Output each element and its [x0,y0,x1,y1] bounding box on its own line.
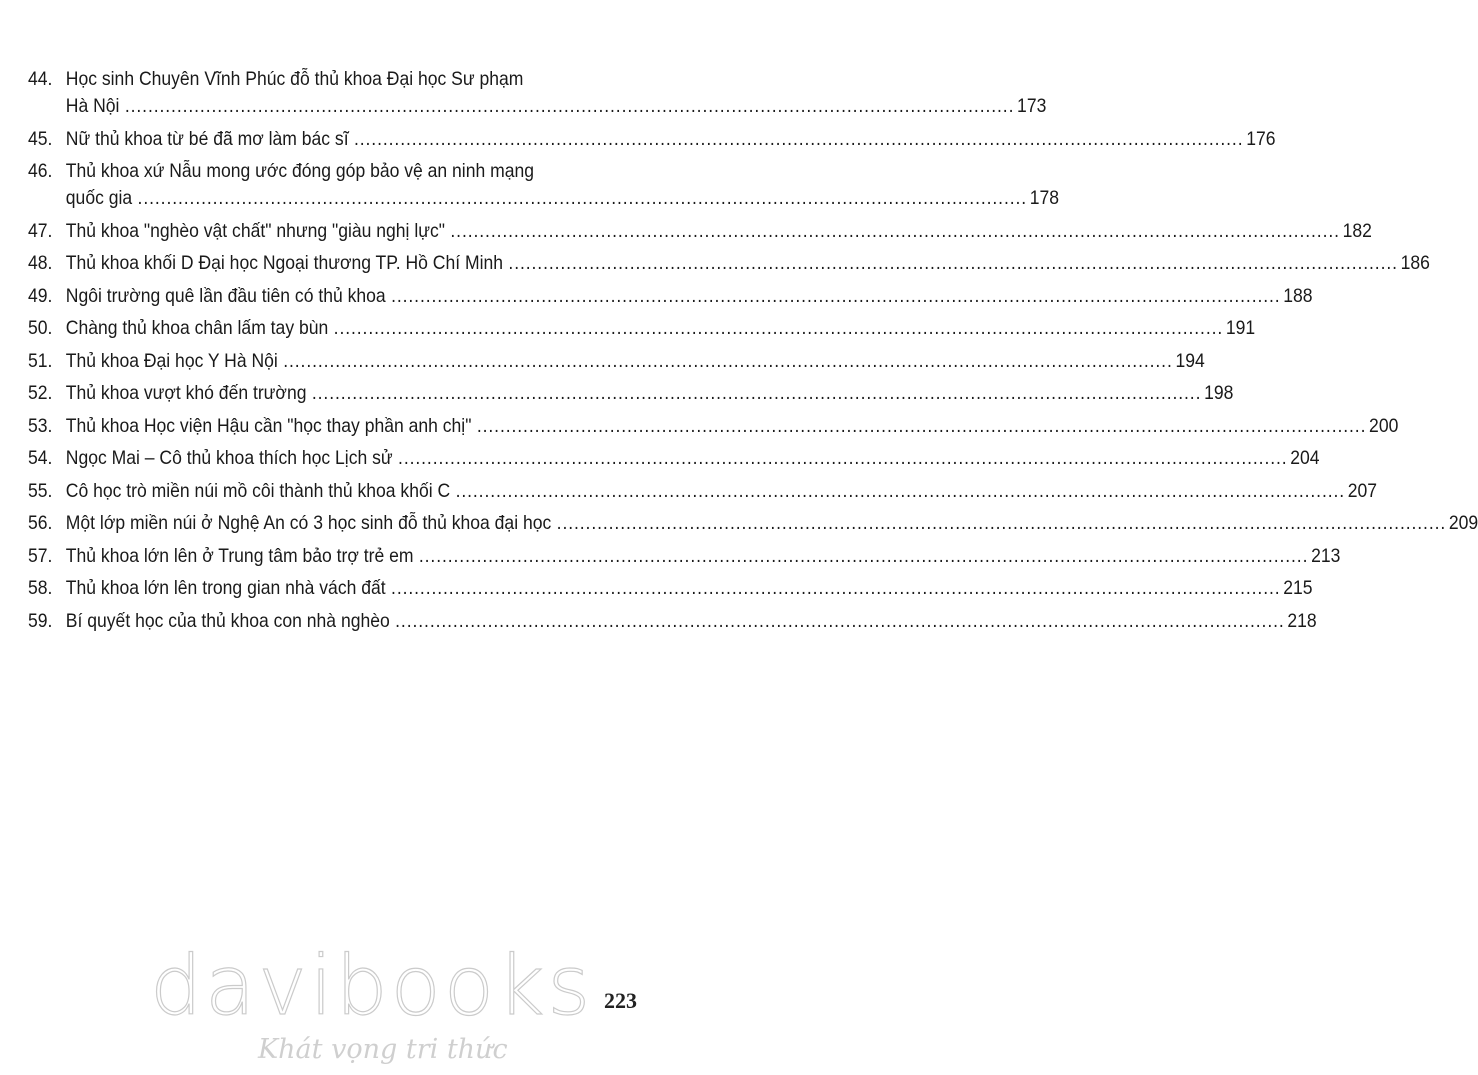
toc-entry-number: 58. [28,577,53,599]
toc-entry-line [66,185,1059,212]
dot-leader [283,348,1173,375]
toc-entry [28,315,1256,342]
dot-leader [508,250,1398,277]
dot-leader [391,575,1281,602]
toc-entry-number: 51. [28,349,53,372]
toc-entry-title: Thủ khoa "nghèo vật chất" nhưng "giàu nghị lực" [65,219,445,242]
dot-leader [354,126,1244,153]
toc-entry-number: 54. [28,447,53,469]
toc-entry-page: 176 [1246,127,1276,150]
toc-entry-body [66,283,1313,310]
toc-entry-number: 56. [28,512,53,534]
toc-entry-line [66,250,1430,277]
toc-entry-body [66,158,1059,212]
toc-entry [28,445,1320,472]
watermark-tagline: Khát vọng tri thức [258,1034,508,1065]
toc-entry-page: 191 [1225,317,1256,339]
toc-entry-line [66,158,1059,185]
toc-entry-title: Thủ khoa Đại học Y Hà Nội [65,349,278,372]
dot-leader [398,445,1288,472]
toc-entry-title: Chàng thủ khoa chân lấm tay bùn [65,317,329,339]
dot-leader [456,478,1346,505]
toc-entry-title: Một lớp miền núi ở Nghệ An có 3 học sinh đỗ thủ khoa đại học [65,512,552,534]
toc-entry-body [66,575,1313,602]
toc-entry [28,250,1430,277]
dot-leader [334,315,1224,342]
dot-leader [450,218,1340,245]
toc-entry [28,348,1205,375]
toc-entry-line [66,315,1255,342]
toc-entry [28,608,1317,635]
toc-entry-page: 186 [1400,252,1430,274]
watermark [150,939,594,1065]
toc-entry-page: 209 [1448,512,1478,534]
toc-entry-body [66,66,1047,120]
toc-entry [28,575,1313,602]
toc-entry-line [66,413,1399,440]
toc-entry-page: 182 [1342,219,1372,242]
toc-entry-number: 46. [28,160,53,182]
toc-entry [28,218,1372,245]
toc-entry [28,543,1341,570]
toc-entry-title: Thủ khoa lớn lên ở Trung tâm bảo trợ trẻ em [65,544,414,567]
toc-entry-body [66,250,1430,277]
toc-entry-title: Ngôi trường quê lần đầu tiên có thủ khoa [65,284,386,307]
toc-entry-body [66,380,1234,407]
toc-entry-title: Thủ khoa Học viện Hậu cần "học thay phần anh chị" [65,414,472,437]
toc-entry-page: 173 [1017,95,1047,117]
toc-entry-line [66,218,1372,245]
dot-leader [312,380,1202,407]
toc-entry-body [66,608,1317,635]
toc-entry [28,66,1047,120]
toc-entry-page: 200 [1369,414,1399,437]
dot-leader [477,413,1367,440]
toc-entry-line [66,66,1047,93]
toc-entry-line [66,93,1047,120]
toc-entry-line [66,380,1234,407]
toc-entry-body [66,348,1205,375]
toc-entry-line [66,283,1313,310]
toc-entry-body [66,543,1341,570]
toc-entry-page: 178 [1029,187,1060,209]
toc-entry-body [66,445,1320,472]
toc-entry-number: 47. [28,219,53,242]
toc-entry-body [66,126,1276,153]
watermark-brand: davibooks [150,939,594,1034]
toc-entry-number: 44. [28,68,53,90]
toc-entry [28,478,1378,505]
toc-entry-page: 207 [1347,479,1378,502]
toc-entry [28,126,1276,153]
toc-entry-title: Nữ thủ khoa từ bé đã mơ làm bác sĩ [65,127,349,150]
dot-leader [391,283,1281,310]
toc-entry-line [66,575,1313,602]
toc-entry-title: Thủ khoa vượt khó đến trường [65,382,307,404]
dot-leader [395,608,1285,635]
toc-entry-line [66,445,1320,472]
toc-entry-line [66,543,1341,570]
toc-entry [28,380,1234,407]
toc-entry-body [66,478,1377,505]
toc-entry-line [66,348,1205,375]
dot-leader [557,510,1447,537]
toc-entry-title: Thủ khoa lớn lên trong gian nhà vách đất [65,577,386,599]
toc-entry-body [66,510,1478,537]
toc-entry-line [66,126,1276,153]
toc-entry-line [66,608,1317,635]
toc-entry-page: 204 [1290,447,1320,469]
toc-entry [28,283,1313,310]
toc-entry-number: 55. [28,479,53,502]
toc-entry-number: 45. [28,127,53,150]
toc-entry-title: Thủ khoa xứ Nẫu mong ước đóng góp bảo vệ an ninh mạng [65,160,535,182]
toc-entry-page: 194 [1175,349,1205,372]
toc-entry-number: 57. [28,544,53,567]
toc-entry-page: 188 [1283,284,1313,307]
toc-entry-body [66,315,1255,342]
toc-entry [28,510,1478,537]
toc-entry-title: Hà Nội [65,95,120,117]
toc-entry [28,413,1399,440]
toc-entry-title: Học sinh Chuyên Vĩnh Phúc đỗ thủ khoa Đại học Sư phạm [65,68,524,90]
dot-leader [419,543,1309,570]
toc-entry-number: 59. [28,609,53,632]
toc-entry-number: 48. [28,252,53,274]
toc-entry-title: Bí quyết học của thủ khoa con nhà nghèo [65,609,390,632]
toc-entry-number: 52. [28,382,53,404]
dot-leader [125,93,1015,120]
toc-entry-page: 215 [1283,577,1313,599]
toc-entry-number: 49. [28,284,53,307]
toc-entry-body [66,218,1372,245]
toc-entry-title: Ngọc Mai – Cô thủ khoa thích học Lịch sử [65,447,393,469]
dot-leader [138,185,1028,212]
toc-entry-body [66,413,1399,440]
toc-entry-number: 53. [28,414,53,437]
toc-entry-page: 218 [1287,609,1317,632]
toc-entry-title: quốc gia [65,187,133,209]
table-of-contents [28,66,1478,640]
toc-entry [28,158,1060,212]
toc-entry-title: Thủ khoa khối D Đại học Ngoại thương TP. Hồ Chí Minh [65,252,504,274]
page-number: 223 [604,988,637,1013]
toc-entry-page: 213 [1311,544,1341,567]
toc-entry-page: 198 [1204,382,1234,404]
toc-entry-title: Cô học trò miền núi mồ côi thành thủ khoa khối C [65,479,451,502]
toc-entry-number: 50. [28,317,53,339]
toc-entry-line [66,510,1478,537]
toc-entry-line [66,478,1377,505]
